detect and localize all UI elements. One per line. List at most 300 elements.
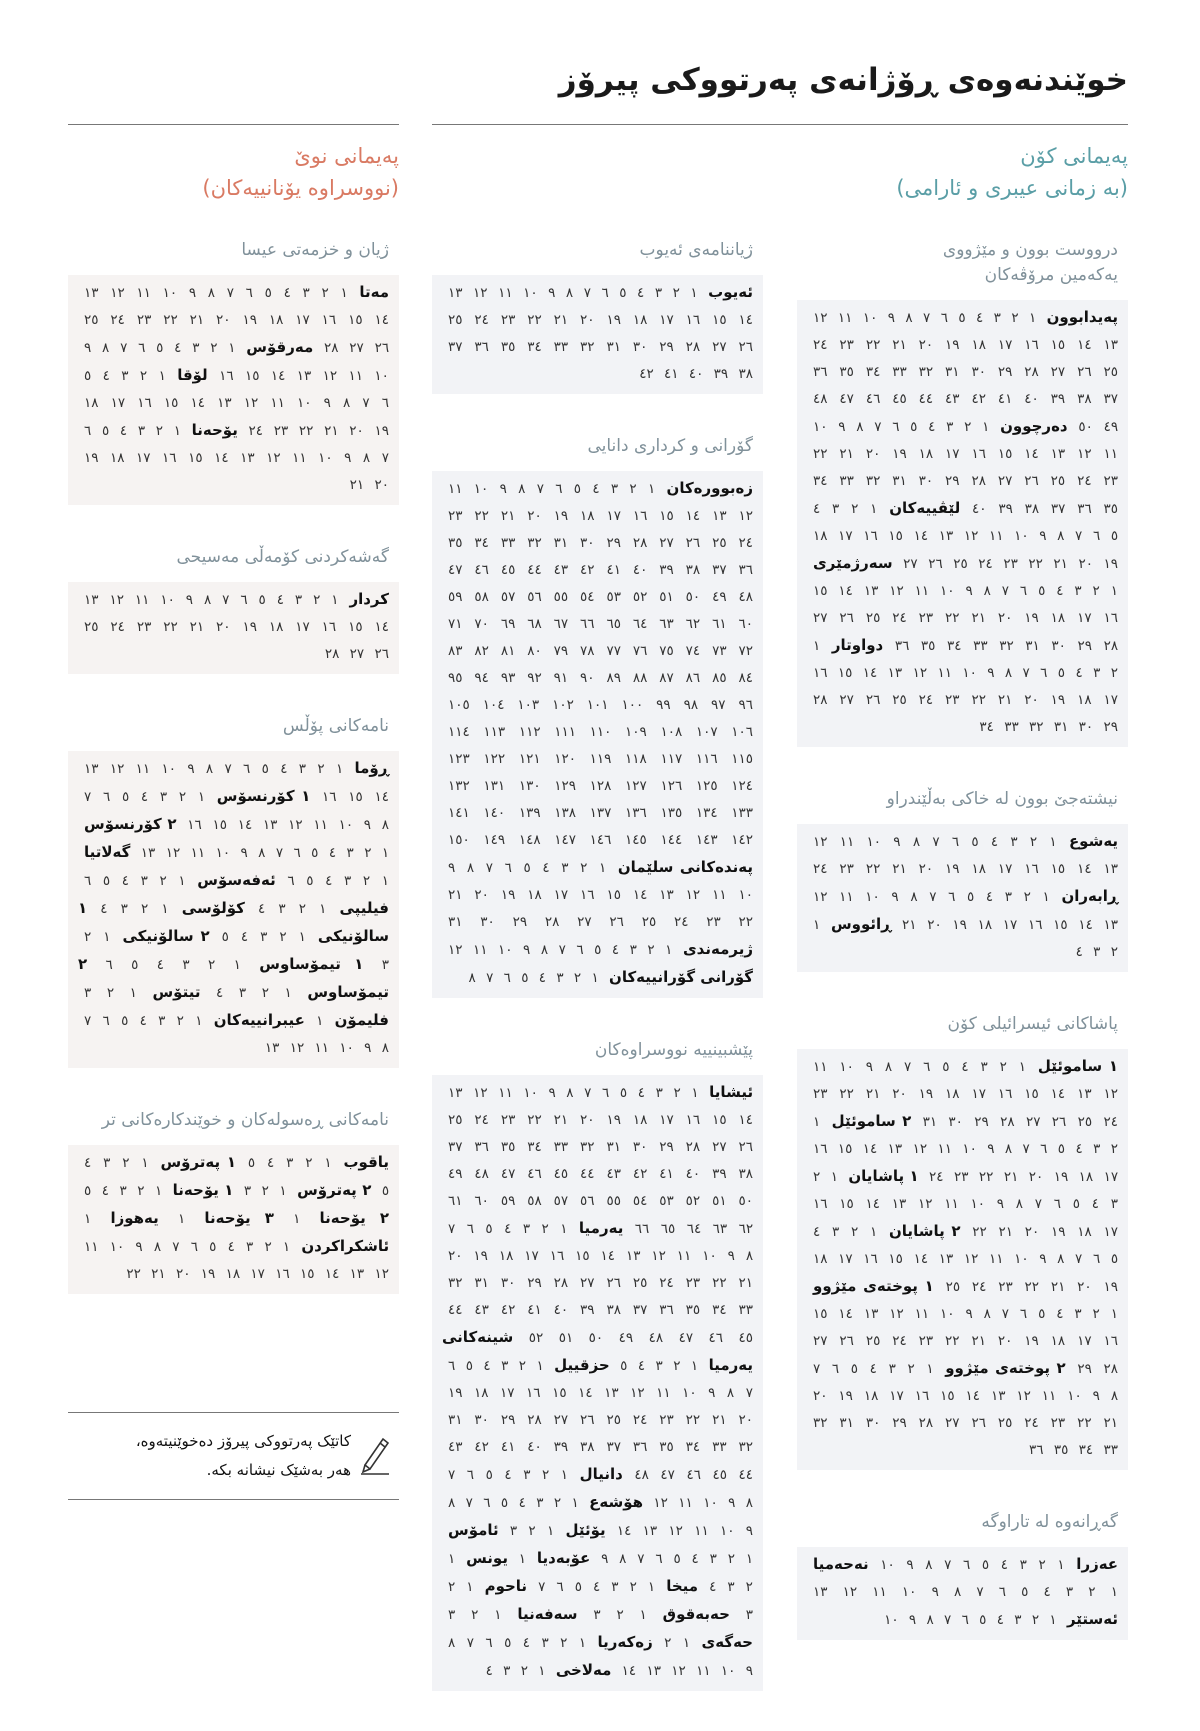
chapter-number: ٣١	[606, 339, 621, 355]
chapter-number: ٤٠	[527, 1439, 542, 1455]
chapter-number: ١٠	[862, 310, 878, 326]
chapter-number: ١	[1028, 310, 1037, 326]
chapter-number: ٢٣	[659, 1412, 674, 1428]
chapter-number: ٤	[518, 1495, 526, 1511]
chapter-number: ١	[233, 957, 241, 973]
chapter-number: ٤٨	[813, 391, 828, 407]
chapter-number: ٣	[1093, 665, 1101, 681]
chapter-number: ١٣	[240, 450, 255, 466]
chapter-number: ٤٤	[527, 562, 542, 578]
chapter-number: ٣	[243, 1183, 252, 1199]
section-settling	[797, 787, 1128, 972]
chapter-number: ١٨	[1077, 1224, 1092, 1240]
chapter-number: ١٣	[84, 592, 99, 608]
chapter-number: ٥	[247, 1155, 256, 1171]
chapter-number: ٢٥	[641, 914, 657, 930]
chapter-number: ٢	[727, 1551, 735, 1567]
reading-tip	[68, 1413, 399, 1499]
chapter-number: ٦	[504, 860, 512, 876]
chapter-number: ٨	[1057, 528, 1065, 544]
chapter-number: ٢٢	[978, 1169, 994, 1185]
chapter-number: ٦٥	[660, 1221, 676, 1237]
chapter-number: ٧	[486, 970, 494, 986]
chapter-number: ٣	[302, 285, 310, 301]
book-name: نەحەمیا	[813, 1555, 869, 1573]
chapter-number: ١٧	[997, 861, 1013, 877]
chapter-number: ١٩	[500, 887, 516, 903]
chapter-number: ١٣	[84, 761, 99, 777]
chapter-number: ٦	[84, 423, 92, 439]
chapter-number: ١٤	[865, 1196, 881, 1212]
chapter-number: ٨	[1110, 1388, 1119, 1404]
chapter-number: ٢١	[738, 1275, 753, 1291]
new-testament-column	[68, 140, 399, 1500]
chapter-number: ١٢	[289, 1040, 305, 1056]
book-name: ناحوم	[484, 1577, 528, 1595]
chapter-number: ١٩	[200, 1266, 216, 1282]
chapter-number: ١٤	[862, 665, 878, 681]
chapter-number: ٥١	[558, 1330, 574, 1346]
book-name: ڕابەران	[1061, 887, 1119, 905]
chapter-number: ٣٣	[839, 473, 854, 489]
chapter-number: ٨٠	[527, 643, 542, 659]
chapter-number: ٨	[205, 761, 214, 777]
chapter-number: ٢٨	[813, 692, 828, 708]
chapter-number: ٤٢	[580, 562, 595, 578]
chapter-number: ٤	[691, 1551, 699, 1567]
chapter-number: ١٣١	[483, 778, 506, 794]
chapter-number: ٢	[1011, 310, 1019, 326]
chapter-number: ٤	[542, 860, 550, 876]
chapter-number: ٨٨	[632, 670, 648, 686]
chapter-number: ٢٩	[892, 1415, 907, 1431]
chapter-number: ٣٠	[480, 914, 495, 930]
chapter-number: ٢٢	[738, 914, 754, 930]
chapter-number: ٢٦	[971, 1415, 986, 1431]
chapter-number: ١٣	[891, 1196, 907, 1212]
chapter-number: ٧	[1075, 528, 1083, 544]
chapter-number: ١	[813, 1114, 821, 1130]
chapter-number: ٢٩	[974, 1114, 989, 1130]
chapter-number: ١	[538, 1663, 546, 1679]
chapter-number: ١٧	[250, 1266, 265, 1282]
chapter-number: ٨	[983, 1306, 991, 1322]
chapter-number: ٢٤	[918, 692, 934, 708]
chapter-number: ٢٤	[474, 1112, 489, 1128]
chapter-number: ١٦	[813, 1141, 828, 1157]
chapter-number: ٤١	[527, 1302, 542, 1318]
chapter-number: ٢٦	[609, 914, 624, 930]
chapter-number: ٣	[238, 985, 247, 1001]
chapter-number: ١	[647, 481, 656, 497]
chapter-number: ٧٦	[632, 643, 648, 659]
chapter-number: ٥٩	[500, 1193, 516, 1209]
chapter-number: ١٢	[448, 942, 463, 958]
chapter-number: ١	[813, 638, 821, 654]
book-name: یۆئێل	[565, 1521, 606, 1539]
chapter-number: ٢١	[189, 312, 205, 328]
old-testament-column-right	[797, 140, 1128, 1680]
reading-box	[797, 824, 1128, 972]
chapter-number: ١٨	[268, 619, 284, 635]
chapter-number: ١	[381, 845, 390, 861]
chapter-number: ٣	[629, 942, 637, 958]
chapter-number: ٩١	[553, 670, 569, 686]
chapter-number: ٣١	[839, 1415, 854, 1431]
chapter-number: ١٢	[671, 1663, 686, 1679]
chapter-number: ٥	[156, 340, 164, 356]
chapter-number: ٦	[923, 1059, 931, 1075]
chapter-number: ٣	[1074, 583, 1082, 599]
chapter-number: ٥	[121, 789, 130, 805]
chapter-number: ٣	[121, 368, 129, 384]
chapter-number: ٢	[264, 1239, 272, 1255]
chapter-number: ١	[177, 1211, 186, 1227]
chapter-number: ٦٢	[685, 616, 701, 632]
chapter-number: ١٣٦	[625, 805, 647, 821]
chapter-number: ٩	[499, 481, 507, 497]
chapter-number: ١٤	[616, 1523, 632, 1539]
chapter-number: ٣	[541, 1635, 549, 1651]
book-name: هۆشەع	[589, 1493, 644, 1511]
chapter-number: ٢	[999, 1059, 1007, 1075]
chapter-number: ١٦	[685, 312, 701, 328]
chapter-number: ٣	[103, 1155, 111, 1171]
chapter-number: ١٦	[1103, 1333, 1118, 1349]
chapter-number: ٤٩	[618, 1330, 634, 1346]
chapter-number: ٢٣	[918, 610, 934, 626]
chapter-number: ١٤	[1077, 337, 1092, 353]
chapter-number: ٥	[966, 889, 975, 905]
chapter-number: ٧	[944, 1557, 952, 1573]
chapter-number: ٥	[620, 1358, 628, 1374]
book-name: ئیشایا	[709, 1083, 754, 1101]
chapter-number: ١٢	[963, 1251, 979, 1267]
chapter-number: ٢٣	[1103, 473, 1118, 489]
chapter-number: ٣٨	[738, 366, 753, 382]
chapter-number: ٤٥	[712, 1467, 728, 1483]
chapter-number: ١٨	[498, 1248, 514, 1264]
chapter-number: ١٠	[215, 845, 231, 861]
chapter-number: ١٦	[1024, 861, 1039, 877]
chapter-number: ٥	[573, 481, 582, 497]
book-name: ئەستێر	[1066, 1610, 1118, 1628]
chapter-number: ٢٣	[1050, 1415, 1066, 1431]
chapter-number: ١٨	[84, 395, 99, 411]
chapter-number: ١٤٧	[554, 832, 576, 848]
chapter-number: ٢	[1110, 944, 1118, 960]
chapter-number: ١٠	[1014, 528, 1029, 544]
chapter-number: ١١	[314, 1040, 330, 1056]
chapter-number: ١١	[696, 1663, 711, 1679]
chapter-number: ٦٦	[634, 1221, 650, 1237]
section-title-line: درووست بوون و مێژووی	[942, 240, 1118, 260]
chapter-number: ٨	[565, 285, 574, 301]
chapter-number: ٥	[465, 1358, 473, 1374]
chapter-number: ٥	[84, 1183, 92, 1199]
section-acts	[68, 545, 399, 674]
chapter-number: ١	[560, 1221, 568, 1237]
chapter-number: ٢	[541, 1221, 549, 1237]
chapter-number: ٦	[831, 1361, 840, 1377]
chapter-number: ١	[1042, 889, 1050, 905]
chapter-number: ١٠	[523, 285, 538, 301]
chapter-number: ٢	[321, 285, 329, 301]
old-testament-subtitle: (بە زمانی عیبری و ئارامی)	[896, 176, 1128, 200]
chapter-number: ١٠٣	[517, 697, 540, 713]
chapter-number: ٨	[983, 583, 991, 599]
chapter-number: ٢٢	[712, 1275, 727, 1291]
chapter-number: ٢٩	[1077, 1361, 1092, 1377]
chapter-number: ٦	[448, 1358, 456, 1374]
chapter-number: ٩	[601, 1551, 609, 1567]
chapter-number: ٨٣	[448, 643, 463, 659]
chapter-number: ١٣٤	[695, 805, 718, 821]
chapter-number: ٢	[208, 957, 216, 973]
chapter-number: ١٧	[1103, 1224, 1119, 1240]
chapter-number: ٣	[946, 419, 954, 435]
chapter-number: ٢	[1038, 1557, 1046, 1573]
chapter-number: ٣	[832, 501, 840, 517]
chapter-number: ١٥	[552, 1385, 567, 1401]
chapter-number: ١١	[988, 1251, 1004, 1267]
chapter-number: ٧	[1001, 1306, 1010, 1322]
chapter-number: ١٢	[651, 1248, 666, 1264]
chapter-number: ٤٦	[686, 1467, 701, 1483]
chapter-number: ٢	[176, 1013, 184, 1029]
chapter-number: ١١٦	[695, 751, 718, 767]
chapter-number: ٨	[726, 1385, 735, 1401]
chapter-number: ٩	[728, 1495, 736, 1511]
chapter-number: ٣٤	[474, 535, 489, 551]
chapter-number: ٣	[1004, 889, 1013, 905]
chapter-number: ٢٧	[903, 556, 918, 572]
chapter-number: ١٣	[990, 1388, 1006, 1404]
chapter-number: ١٢	[266, 450, 281, 466]
chapter-number: ٢٤	[632, 1412, 648, 1428]
section-title: پاشاکانی ئیسرائیلی کۆن	[947, 1014, 1118, 1034]
chapter-number: ١٩	[606, 312, 621, 328]
chapter-number: ٢٠	[865, 446, 881, 462]
chapter-number: ٤٦	[708, 1330, 724, 1346]
chapter-number: ١٦	[997, 1086, 1013, 1102]
chapter-number: ١٤	[913, 528, 929, 544]
chapter-number: ١١	[134, 592, 150, 608]
chapter-number: ١٧	[1103, 692, 1118, 708]
chapter-number: ٥	[574, 1579, 582, 1595]
chapter-number: ٢٨	[544, 914, 560, 930]
chapter-number: ٢	[1092, 1306, 1100, 1322]
chapter-number: ١٣	[1077, 1086, 1092, 1102]
chapter-number: ٥٠	[1078, 419, 1093, 435]
chapter-number: ٢	[84, 929, 92, 945]
chapter-number: ٢٠	[580, 312, 595, 328]
chapter-number: ٢٦	[685, 535, 701, 551]
chapter-number: ٧	[1022, 1141, 1030, 1157]
chapter-number: ٢	[629, 481, 637, 497]
chapter-number: ١٤١	[448, 805, 470, 821]
chapter-number: ١٥	[1053, 917, 1068, 933]
chapter-number: ٣٦	[894, 638, 910, 654]
chapter-number: ٢	[317, 761, 325, 777]
chapter-number: ٣٨	[606, 1302, 621, 1318]
chapter-number: ٢٥	[632, 1275, 648, 1291]
chapter-number: ٤	[325, 873, 333, 889]
chapter-number: ١٣	[625, 1248, 641, 1264]
chapter-number: ٧	[538, 1579, 546, 1595]
chapter-number: ١١	[837, 310, 853, 326]
chapter-number: ١	[691, 1085, 699, 1101]
chapter-number: ١٤	[632, 887, 648, 903]
chapter-number: ١٨	[474, 1385, 489, 1401]
chapter-number: ١٥	[575, 1248, 590, 1264]
chapter-number: ٢٦	[1024, 473, 1039, 489]
chapter-number: ٤	[216, 985, 224, 1001]
chapter-number: ٢٤	[971, 1279, 987, 1295]
chapter-number: ١٢	[918, 1196, 933, 1212]
chapter-number: ٢١	[712, 1412, 727, 1428]
chapter-number: ٢٦	[738, 1139, 753, 1155]
chapter-number: ٢٢	[865, 861, 881, 877]
chapter-number: ١٠	[374, 368, 389, 384]
book-name: فلیمۆن	[334, 1011, 389, 1029]
chapter-number: ٤	[592, 481, 600, 497]
chapter-number: ١٣	[262, 817, 278, 833]
chapter-number: ٢٠	[892, 1086, 907, 1102]
chapter-number: ١٤٠	[483, 805, 506, 821]
reading-box	[68, 582, 399, 674]
chapter-number: ١٧	[1077, 1333, 1092, 1349]
book-name: پەیدابوون	[1046, 308, 1118, 326]
chapter-number: ١	[282, 1239, 291, 1255]
chapter-number: ٤	[504, 1221, 512, 1237]
chapter-number: ٢٢	[163, 619, 178, 635]
chapter-number: ٨	[745, 1495, 753, 1511]
chapter-number: ٢	[553, 1495, 562, 1511]
chapter-number: ٢	[907, 1361, 915, 1377]
chapter-number: ٧	[874, 419, 882, 435]
chapter-number: ١	[1049, 834, 1057, 850]
chapter-number: ٤٣	[606, 1166, 621, 1182]
chapter-number: ٢٥	[84, 619, 99, 635]
chapter-number: ٣	[593, 1607, 601, 1623]
chapter-number: ١٦	[580, 887, 595, 903]
chapter-number: ٣	[137, 423, 146, 439]
chapter-number: ٢	[518, 1358, 527, 1374]
book-name: مەتا	[359, 283, 390, 301]
chapter-number: ٢	[261, 985, 269, 1001]
chapter-number: ٤	[483, 1358, 491, 1374]
chapter-number: ٢	[155, 423, 164, 439]
book-name: لۆقا	[177, 366, 208, 384]
chapter-number: ٧	[84, 789, 92, 805]
chapter-number: ٢	[471, 1607, 479, 1623]
chapter-number: ٨	[102, 340, 110, 356]
book-name: شینەکانی یەرمیا	[442, 1328, 754, 1374]
chapter-number: ٣٨	[685, 562, 701, 578]
chapter-number: ٦	[102, 1013, 110, 1029]
chapter-number: ٨	[518, 481, 526, 497]
chapter-number: ١٨	[1050, 610, 1066, 626]
chapter-number: ٨	[953, 1584, 962, 1600]
chapter-number: ٥	[521, 970, 529, 986]
chapter-number: ٤	[84, 1155, 92, 1171]
chapter-number: ٣	[246, 1239, 254, 1255]
chapter-number: ٨	[381, 817, 390, 833]
chapter-number: ٢٣	[500, 312, 516, 328]
chapter-number: ٤	[961, 1059, 969, 1075]
chapter-number: ٩	[838, 419, 846, 435]
chapter-number: ٩	[887, 310, 895, 326]
chapter-number: ٢١	[500, 508, 516, 524]
chapter-number: ١١	[473, 942, 488, 958]
chapter-number: ٣٤	[527, 339, 542, 355]
chapter-number: ٤٥	[738, 1330, 754, 1346]
chapter-number: ٢	[560, 1635, 568, 1651]
chapter-number: ٢٣	[500, 1112, 516, 1128]
chapter-number: ١٥	[348, 619, 363, 635]
chapter-number: ٢	[541, 1467, 550, 1483]
chapter-number: ٦٣	[712, 1221, 728, 1237]
chapter-number: ٥	[1110, 1251, 1119, 1267]
chapter-number: ١٥	[813, 583, 828, 599]
chapter-number: ٥	[84, 368, 92, 384]
old-testament-heading	[797, 140, 1128, 204]
chapter-number: ٤٧	[448, 562, 463, 578]
chapter-number: ١٨	[945, 1086, 960, 1102]
chapter-number: ٢٨	[1103, 1361, 1118, 1377]
chapter-number: ٢	[629, 1579, 637, 1595]
chapter-number: ٩	[727, 1248, 735, 1264]
chapter-number: ١٠	[161, 761, 176, 777]
chapter-number: ٥	[971, 834, 979, 850]
chapter-number: ٥	[619, 1085, 628, 1101]
chapter-number: ١٦	[321, 312, 337, 328]
chapter-number: ١	[293, 1211, 301, 1227]
chapter-number: ٦	[1019, 1306, 1028, 1322]
chapter-number: ٩	[323, 395, 331, 411]
chapter-number: ٤٦	[474, 562, 489, 578]
chapter-number: ٢٧	[712, 1139, 727, 1155]
reading-box	[432, 471, 763, 998]
section-title: نیشتەجێ بوون لە خاکی بەڵێندراو	[886, 789, 1118, 809]
chapter-number: ٢٧	[1025, 1114, 1041, 1130]
chapter-number: ١٤	[738, 312, 753, 328]
chapter-number: ٦	[601, 285, 609, 301]
chapter-number: ٢٢	[126, 1266, 141, 1282]
chapter-number: ٣١	[448, 914, 463, 930]
chapter-number: ٢٣	[273, 423, 289, 439]
chapter-number: ١	[84, 1211, 92, 1227]
chapter-number: ١٧	[553, 887, 569, 903]
chapter-number: ٦٦	[580, 616, 595, 632]
chapter-number: ١٩	[952, 917, 967, 933]
chapter-number: ٧	[536, 481, 544, 497]
chapter-number: ١	[316, 1013, 324, 1029]
chapter-number: ١	[141, 1155, 149, 1171]
chapter-number: ١٠	[970, 1196, 986, 1212]
chapter-number: ٢٨	[324, 646, 340, 662]
chapter-number: ٦٨	[527, 616, 542, 632]
chapter-number: ٦	[940, 310, 948, 326]
chapter-number: ٢٠	[216, 312, 231, 328]
chapter-number: ٩٧	[711, 697, 726, 713]
chapter-number: ٧	[448, 1467, 456, 1483]
chapter-number: ٣٨	[1024, 501, 1040, 517]
chapter-number: ٣	[381, 957, 389, 973]
chapter-number: ٢٨	[685, 339, 701, 355]
book-name: ٣ یۆحەنا	[204, 1209, 274, 1227]
